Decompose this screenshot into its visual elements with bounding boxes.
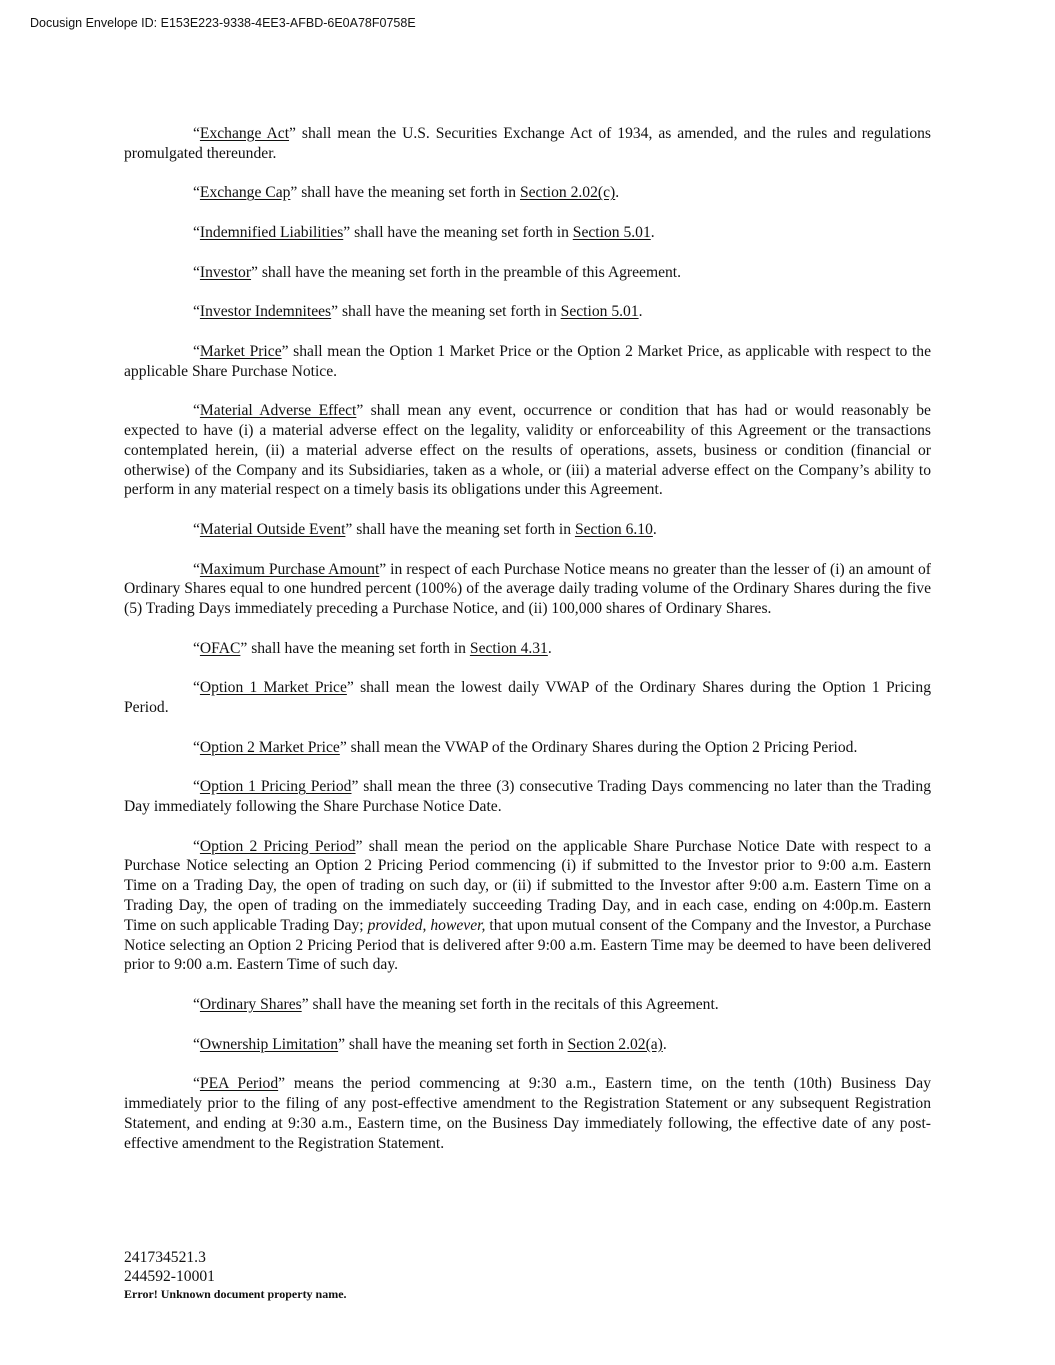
error-text: Error! Unknown document property name. xyxy=(124,1287,347,1301)
underlined-term: PEA Period xyxy=(199,1075,279,1093)
definition-text: ” shall have the meaning set forth in xyxy=(331,303,561,321)
underlined-term: Investor Indemnitees xyxy=(199,303,332,321)
definition-text: ” shall have the meaning set forth in xyxy=(343,223,573,241)
definition-text: . xyxy=(652,520,657,538)
definition-text: ” shall mean the three (3) consecutive Trading Days commencing no later than the Trading Day immediately following the Share Purchase Notice Date. xyxy=(124,778,931,816)
definition-text: ” shall have the meaning set forth in xyxy=(240,639,470,657)
underlined-term: Ordinary Shares xyxy=(199,996,302,1014)
definition-investor xyxy=(124,263,931,283)
definition-text: “ xyxy=(193,639,200,657)
definition-option-2-pricing-period xyxy=(124,837,931,976)
doc-number: 241734521.3 xyxy=(124,1249,206,1266)
definition-text: “ xyxy=(193,402,200,420)
definition-text: ” shall mean the lowest daily VWAP of the Ordinary Shares during the Option 1 Pricing Period. xyxy=(124,679,931,717)
definition-text: “ xyxy=(193,303,200,321)
definition-text: ” shall mean the Option 1 Market Price or the Option 2 Market Price, as applicable with respect to the applicable Share Purchase Notice. xyxy=(124,342,931,380)
definition-option-1-pricing-period xyxy=(124,777,931,817)
underlined-term: Section 5.01 xyxy=(572,223,651,241)
underlined-term: Exchange Cap xyxy=(199,184,291,202)
definition-text: “ xyxy=(193,996,200,1014)
underlined-term: Section 6.10 xyxy=(574,520,653,538)
underlined-term: Market Price xyxy=(199,342,282,360)
definition-text: ” shall mean the period on the applicable Share Purchase Notice Date with respect to a Purchase Notice selecting an Option 2 Pricing Period commencing (i) if submitted to the Investor prior to 9:00 a.m. Eastern Time on a Trading Day, the open of trading on such day, or (ii) if submitted to the Investor after 9:00 a.m. Eastern Time on a Trading Day, the open of trading on the immediately succeeding Trading Day, and in each case, ending on 4:00p.m. Eastern Time on such applicable Trading Day; xyxy=(124,837,931,934)
definition-ordinary-shares xyxy=(124,995,931,1015)
definition-text: “ xyxy=(193,342,200,360)
definition-text: . xyxy=(650,223,655,241)
underlined-term: Ownership Limitation xyxy=(199,1035,339,1053)
definition-text: . xyxy=(615,184,620,202)
definition-option-2-market-price xyxy=(124,738,931,758)
underlined-term: Option 2 Pricing Period xyxy=(199,837,356,855)
definition-exchange-act xyxy=(124,124,931,164)
definition-pea-period xyxy=(124,1074,931,1153)
definition-text: . xyxy=(662,1035,667,1053)
definition-text: “ xyxy=(193,263,200,281)
underlined-term: Section 2.02(c) xyxy=(519,184,616,202)
definition-ofac xyxy=(124,639,931,659)
definition-material-outside-event xyxy=(124,520,931,540)
definition-text: ” shall have the meaning set forth in xyxy=(338,1035,568,1053)
underlined-term: Section 4.31 xyxy=(469,639,548,657)
definition-text: ” shall mean the U.S. Securities Exchange Act of 1934, as amended, and the rules and regulations promulgated thereunder. xyxy=(124,125,931,162)
definition-text: ” shall have the meaning set forth in xyxy=(290,184,520,202)
definition-text: . xyxy=(638,303,643,321)
definition-text: ” shall mean any event, occurrence or condition that has had or would reasonably be expected to have (i) a material adverse effect on the legality, validity or enforceability of this Agreement or the transactions contemplated herein, (ii) a material adverse effect on the results of operations, assets, business or condition (financial or otherwise) of the Company and its Subsidiaries, taken as a whole, or (iii) a material adverse effect on the Company’s ability to perform in any material respect on a timely basis its obligations under this Agreement. xyxy=(124,402,931,499)
underlined-term: Maximum Purchase Amount xyxy=(199,560,380,578)
definition-text: ” shall have the meaning set forth in the preamble of this Agreement. xyxy=(251,263,682,281)
definition-indemnified-liabilities xyxy=(124,223,931,243)
definition-text: “ xyxy=(193,184,200,202)
definition-text: ” shall have the meaning set forth in the recitals of this Agreement. xyxy=(301,996,719,1014)
definition-maximum-purchase-amount xyxy=(124,560,931,619)
definition-text: “ xyxy=(193,223,200,241)
definition-text: “ xyxy=(193,125,200,142)
definition-text: “ xyxy=(193,520,200,538)
definition-text: ” in respect of each Purchase Notice means no greater than the lesser of (i) an amount of Ordinary Shares equal to one hundred percent (100%) of the average daily trading volume of the Ordinary Shares during the five (5) Trading Days immediately preceding a Purchase Notice, and (ii) 100,000 shares of Ordinary Shares. xyxy=(124,560,931,618)
definition-text: “ xyxy=(193,778,200,796)
definition-option-1-market-price xyxy=(124,678,931,718)
underlined-term: Section 2.02(a) xyxy=(567,1035,663,1053)
underlined-term: Option 1 Pricing Period xyxy=(199,778,352,796)
definition-text: “ xyxy=(193,1035,200,1053)
italic-text: provided, however, xyxy=(367,916,486,934)
definition-text: “ xyxy=(193,837,200,855)
underlined-term: Option 1 Market Price xyxy=(199,679,347,697)
definition-text: ” shall have the meaning set forth in xyxy=(345,520,575,538)
underlined-term: OFAC xyxy=(199,639,241,657)
definition-exchange-cap xyxy=(124,183,931,203)
definition-investor-indemnitees xyxy=(124,302,931,322)
definition-text: “ xyxy=(193,560,200,578)
definition-material-adverse-effect xyxy=(124,401,931,500)
underlined-term: Material Adverse Effect xyxy=(199,402,357,420)
definition-text: that upon mutual consent of the Company and the Investor, a Purchase Notice selecting an Option 2 Pricing Period that is delivered after 9:00 a.m. Eastern Time may be deemed to have been delivered prior to 9:00 a.m. Eastern Time of such day. xyxy=(124,916,931,974)
underlined-term: Investor xyxy=(199,263,252,281)
definition-text: “ xyxy=(193,1075,200,1093)
definition-text: . xyxy=(547,639,552,657)
envelope-id: Docusign Envelope ID: E153E223-9338-4EE3-AFBD-6E0A78F0758E xyxy=(30,16,416,30)
definition-text: ” means the period commencing at 9:30 a.m., Eastern time, on the tenth (10th) Business Day immediately prior to the filing of any post-effective amendment to the Registration Statement or any subsequent Registration Statement, and ending at 9:30 a.m., Eastern time, on the Business Day immediately following, the effective date of any post-effective amendment to the Registration Statement. xyxy=(124,1075,931,1152)
underlined-term: Material Outside Event xyxy=(199,520,346,538)
underlined-term: Exchange Act xyxy=(199,125,290,142)
matter-number: 244592-10001 xyxy=(124,1267,215,1285)
footer xyxy=(124,1249,347,1303)
definition-market-price xyxy=(124,342,931,382)
definition-text: “ xyxy=(193,738,200,756)
definition-text: “ xyxy=(193,679,200,697)
definition-text: ” shall mean the VWAP of the Ordinary Shares during the Option 2 Pricing Period. xyxy=(339,738,858,756)
definition-ownership-limitation xyxy=(124,1035,931,1055)
document-body xyxy=(124,124,931,1173)
underlined-term: Option 2 Market Price xyxy=(199,738,340,756)
underlined-term: Indemnified Liabilities xyxy=(199,223,344,241)
underlined-term: Section 5.01 xyxy=(560,303,639,321)
